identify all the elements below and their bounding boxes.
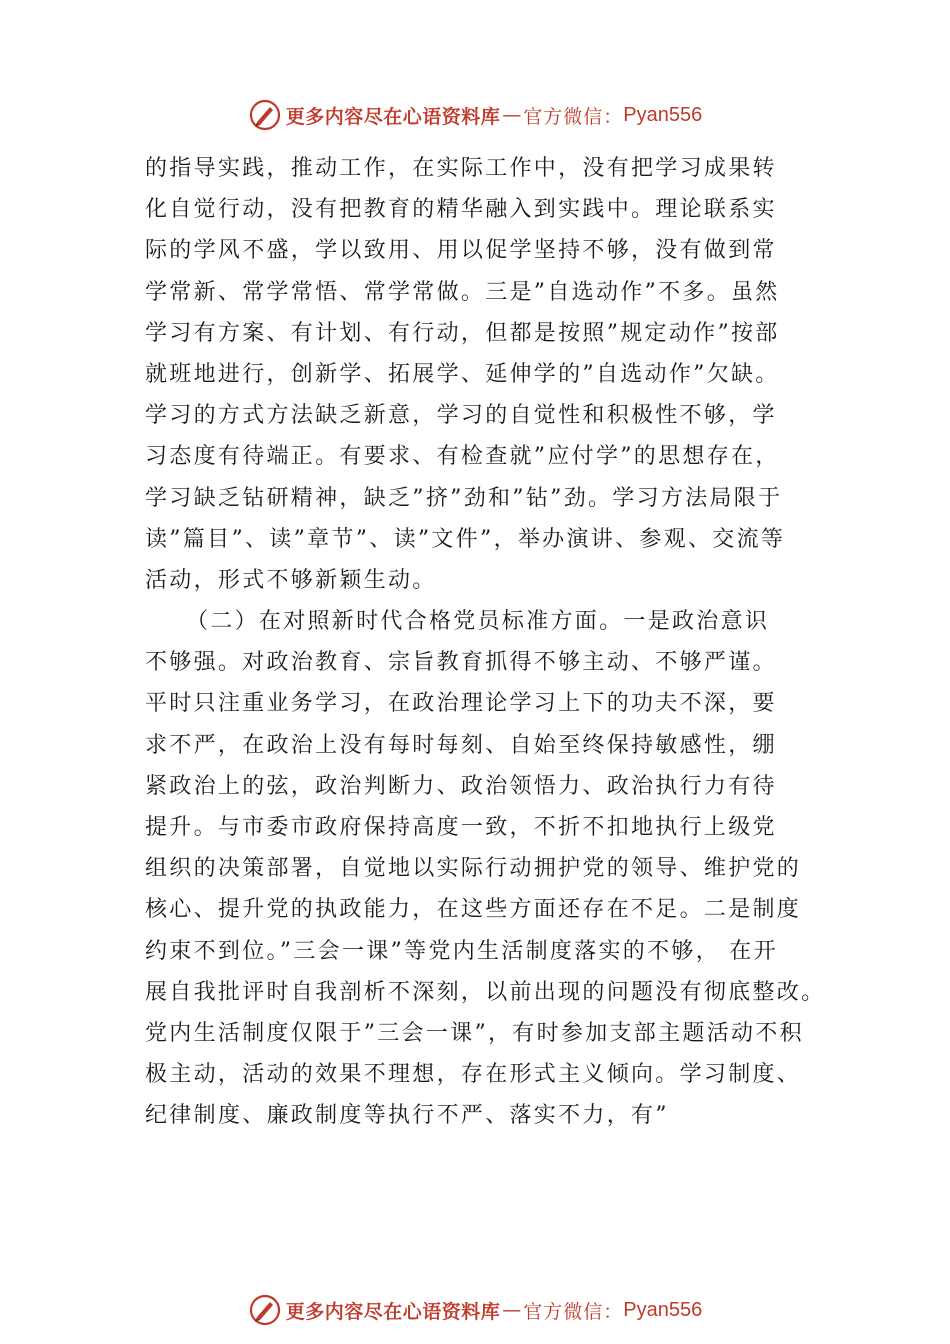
section-heading-line: （二）在对照新时代合格党员标准方面。一是政治意识 (186, 609, 770, 635)
banner-official-label: 官方微信： (523, 105, 624, 128)
banner-dash: — (502, 104, 522, 126)
pen-logo-icon (248, 98, 282, 132)
body-line: 学常新、常学常悟、常学常做。三是”自选动作”不多。虽然 (145, 279, 780, 305)
body-line: 活动，形式不够新颖生动。 (145, 567, 437, 593)
banner-main-text: 更多内容尽在心语资料库 (285, 1300, 501, 1323)
body-line: 组织的决策部署，自觉地以实际行动拥护党的领导、维护党的 (145, 856, 802, 882)
body-line: 平时只注重业务学习，在政治理论学习上下的功夫不深，要 (145, 691, 777, 717)
body-line: 习态度有待端正。有要求、有检查就”应付学”的思想存在， (145, 444, 780, 470)
body-line: 极主动，活动的效果不理想，存在形式主义倾向。学习制度、 (145, 1062, 802, 1088)
body-line: 提升。与市委市政府保持高度一致，不折不扣地执行上级党 (145, 815, 777, 840)
banner-main-text: 更多内容尽在心语资料库 (285, 105, 501, 128)
banner-dash: — (502, 1299, 522, 1321)
body-line: 核心、提升党的执政能力，在这些方面还存在不足。二是制度 (145, 897, 802, 923)
body-line: 纪律制度、廉政制度等执行不严、落实不力，有” (145, 1103, 669, 1129)
banner-wechat-id: Pyan556 (623, 103, 703, 126)
body-line: 学习有方案、有计划、有行动，但都是按照”规定动作”按部 (145, 320, 780, 346)
body-line: 就班地进行，创新学、拓展学、延伸学的”自选动作”欠缺。 (145, 361, 780, 387)
body-line: 学习缺乏钻研精神，缺乏”挤”劲和”钻”劲。学习方法局限于 (145, 485, 783, 511)
body-line: 约束不到位。”三会一课”等党内生活制度落实的不够， 在开 (145, 938, 778, 964)
body-line: 党内生活制度仅限于”三会一课”，有时参加支部主题活动不积 (145, 1020, 804, 1046)
body-line: 紧政治上的弦，政治判断力、政治领悟力、政治执行力有待 (145, 773, 777, 799)
body-line: 读”篇目”、读”章节”、读”文件”，举办演讲、参观、交流等 (145, 526, 786, 552)
body-line: 展自我批评时自我剖析不深刻，以前出现的问题没有彻底整改。 (145, 979, 826, 1005)
body-line: 的指导实践，推动工作，在实际工作中，没有把学习成果转 (145, 156, 777, 181)
footer-banner (0, 1290, 950, 1330)
body-line: 学习的方式方法缺乏新意，学习的自觉性和积极性不够，学 (145, 403, 777, 429)
body-line: 不够强。对政治教育、宗旨教育抓得不够主动、不够严谨。 (145, 650, 777, 676)
body-line: 化自觉行动，没有把教育的精华融入到实践中。理论联系实 (145, 197, 777, 223)
body-line: 际的学风不盛，学以致用、用以促学坚持不够，没有做到常 (145, 238, 777, 264)
banner-wechat-id: Pyan556 (623, 1298, 703, 1321)
body-line: 求不严，在政治上没有每时每刻、自始至终保持敏感性，绷 (145, 732, 777, 758)
header-banner (0, 95, 950, 135)
pen-logo-icon (248, 1293, 282, 1327)
banner-official-label: 官方微信： (523, 1300, 624, 1323)
document-body (145, 148, 845, 1137)
